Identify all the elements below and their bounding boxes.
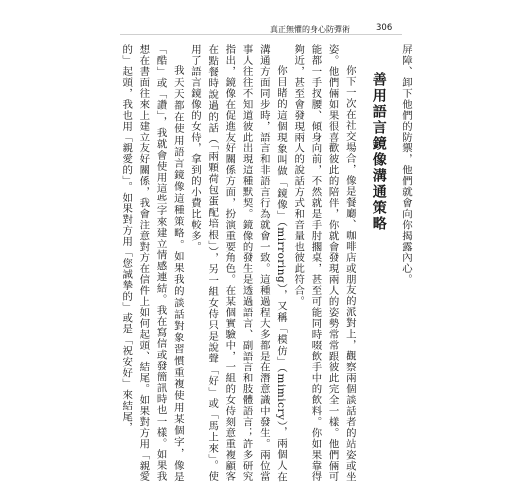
lead-paragraph: 屏障、卸下他們的防禦，他們就會向你揭露內心。 xyxy=(400,44,412,285)
running-header-title: 真正無懼的身心防彈術 xyxy=(270,25,350,34)
body-paragraph: 你目睹的這個現象叫做「鏡像」（mirroring），又稱「模仿」（mimicry），兩個人在溝通方面同步時，語言和非語言行為就會一致。這種過程大多都是在潛意識中發生。兩位當事人往往不知道彼此出現這種默契。鏡像的發生是透過語言、副語言和肢體語言；許多研究指出，鏡像在促進友好關係方面，扮演重要角色。在某個實驗中，一組的女侍刻意重複顧客在點餐時說過的話（「兩顆荷包蛋配培根」），另一組女侍只是說聲「好」或「馬上來」。使用了語言鏡像的女侍，拿到的小費比較多。 xyxy=(188,44,287,482)
body-paragraph: 我天天都在使用語言鏡像這種策略。如果我的談話對象習慣重複使用某個字，像是「酷」或「讚」，我就會使用這些字來建立情感連結。我在寫信或發簡訊時也一樣。如果我想在書面往來上建立友好關係，我會注意對方在信件上如何起頭、結尾。如果對方用「親愛的」起頭，我也用「親愛的」。如果對方用「您誠摯的」或是「祝安好」來結尾， xyxy=(120,44,184,482)
page-number: 306 xyxy=(376,23,393,33)
header-rule xyxy=(120,34,402,35)
section-heading: 善用語言鏡像溝通策略 xyxy=(370,72,387,232)
body-paragraph: 你下一次在社交場合，像是餐廳、咖啡店或朋友的派對上，觀察兩個談話者的站姿或坐姿。他們倆如果很喜歡彼此的陪伴，你就會發現兩人的姿勢常常跟彼此完全一樣。他們倆可能都一手扠腰、傾身向前，不然就是手肘擱桌，甚至可能同時啜飲手中的飲料。你如果靠得夠近，甚至會發現兩人的說話方式和音量也彼此符合。 xyxy=(292,44,356,482)
vertical-text-body xyxy=(118,44,414,482)
